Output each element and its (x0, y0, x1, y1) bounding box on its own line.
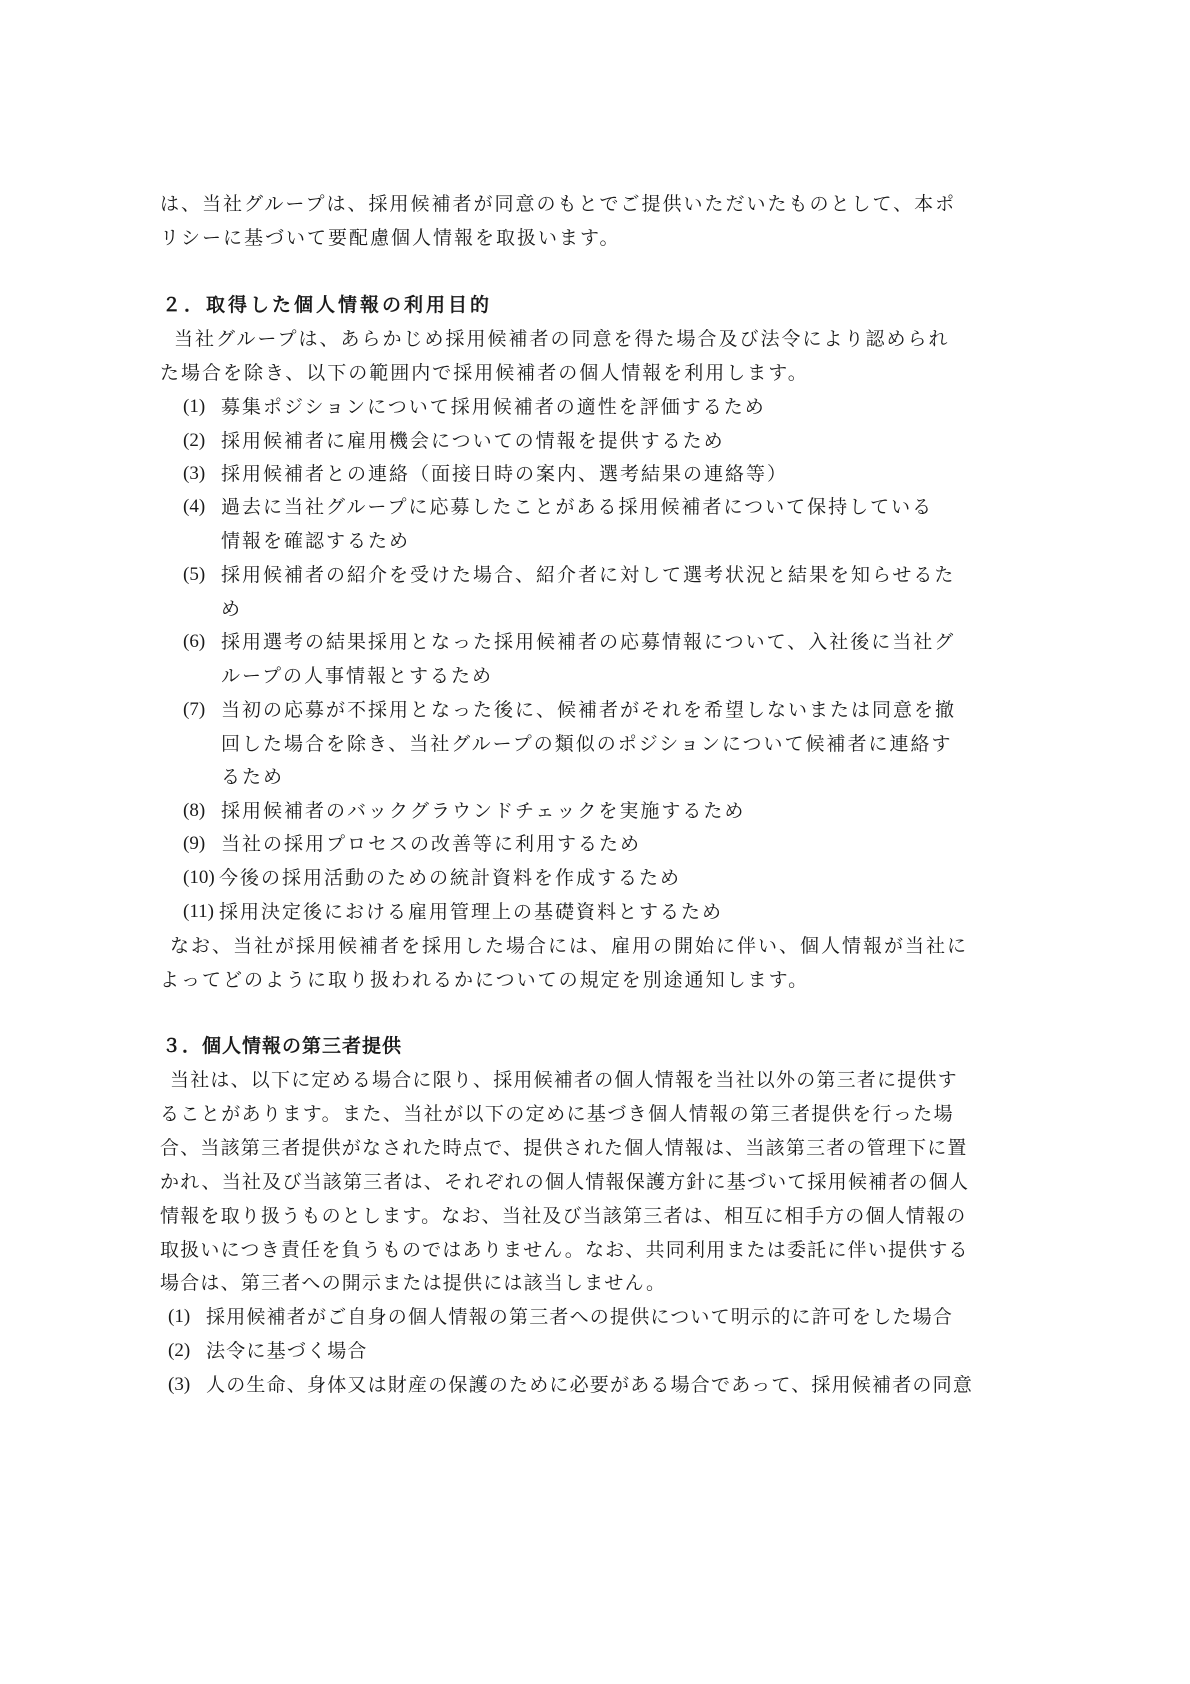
list-item-text-continued: 情報を確認するため (221, 530, 411, 552)
section-2-heading: ２．取得した個人情報の利用目的 (162, 294, 493, 316)
section-3-paragraph-line-3: 合、当該第三者提供がなされた時点で、提供された個人情報は、当該第三者の管理下に置 (160, 1137, 968, 1159)
list-item-text: 当社の採用プロセスの改善等に利用するため (221, 833, 642, 855)
section-3-paragraph-line-7: 場合は、第三者への開示または提供には該当しません。 (160, 1272, 667, 1294)
list-item-text: 採用選考の結果採用となった採用候補者の応募情報について、入社後に当社グ (221, 631, 956, 653)
list-item-number: (8) (183, 800, 206, 821)
list-item-text-continued: め (221, 598, 243, 620)
list-item-number: (11) (183, 901, 214, 922)
section-2-note-line-2: よってどのように取り扱われるかについての規定を別途通知します。 (160, 969, 810, 991)
intro-line-2: リシーに基づいて要配慮個人情報を取扱います。 (160, 227, 621, 249)
section-3-heading: ３．個人情報の第三者提供 (162, 1035, 403, 1057)
list-item-text: 採用候補者との連絡（面接日時の案内、選考結果の連絡等） (221, 463, 789, 485)
section-3-paragraph-line-6: 取扱いにつき責任を負うものではありません。なお、共同利用または委託に伴い提供する (160, 1239, 969, 1261)
section-2-paragraph-line-1: 当社グループは、あらかじめ採用候補者の同意を得た場合及び法令により認められ (174, 328, 950, 350)
list-item-number: (4) (183, 496, 206, 517)
list-item-number: (3) (183, 463, 206, 484)
list-item-text: 法令に基づく場合 (206, 1340, 368, 1362)
list-item-number: (3) (168, 1374, 191, 1395)
list-item-number: (10) (183, 867, 215, 888)
list-item-number: (1) (168, 1306, 191, 1327)
section-2-note-line-1: なお、当社が採用候補者を採用した場合には、雇用の開始に伴い、個人情報が当社に (170, 935, 969, 957)
list-item-text: 採用決定後における雇用管理上の基礎資料とするため (219, 901, 724, 923)
list-item-number: (6) (183, 631, 206, 652)
list-item-text-continued: ループの人事情報とするため (221, 665, 494, 687)
section-2-paragraph-line-2: た場合を除き、以下の範囲内で採用候補者の個人情報を利用します。 (160, 362, 809, 384)
list-item-number: (7) (183, 699, 206, 720)
section-3-paragraph-line-5: 情報を取り扱うものとします。なお、当社及び当該第三者は、相互に相手方の個人情報の (160, 1205, 967, 1227)
list-item-text: 採用候補者のバックグラウンドチェックを実施するため (221, 800, 746, 822)
list-item-text: 人の生命、身体又は財産の保護のために必要がある場合であって、採用候補者の同意 (206, 1374, 974, 1396)
list-item-number: (2) (183, 430, 206, 451)
list-item-text: 採用候補者の紹介を受けた場合、紹介者に対して選考状況と結果を知らせるた (221, 564, 956, 586)
list-item-text: 当初の応募が不採用となった後に、候補者がそれを希望しないまたは同意を撤 (221, 699, 957, 721)
list-item-text: 過去に当社グループに応募したことがある採用候補者について保持している (221, 496, 934, 518)
list-item-number: (1) (183, 396, 206, 417)
list-item-text: 採用候補者がご自身の個人情報の第三者への提供について明示的に許可をした場合 (206, 1306, 954, 1328)
list-item-text: 募集ポジションについて採用候補者の適性を評価するため (221, 396, 766, 418)
list-item-number: (5) (183, 564, 206, 585)
list-item-text: 採用候補者に雇用機会についての情報を提供するため (221, 430, 725, 452)
intro-line-1: は、当社グループは、採用候補者が同意のもとでご提供いただいたものとして、本ポ (160, 193, 957, 215)
section-3-paragraph-line-2: ることがあります。また、当社が以下の定めに基づき個人情報の第三者提供を行った場 (160, 1103, 955, 1125)
section-3-paragraph-line-1: 当社は、以下に定める場合に限り、採用候補者の個人情報を当社以外の第三者に提供す (170, 1069, 958, 1091)
list-item-text-continued: 回した場合を除き、当社グループの類似のポジションについて候補者に連絡す (221, 733, 953, 755)
list-item-number: (9) (183, 833, 206, 854)
section-3-paragraph-line-4: かれ、当社及び当該第三者は、それぞれの個人情報保護方針に基づいて採用候補者の個人 (160, 1171, 970, 1193)
list-item-text-continued: るため (221, 766, 285, 788)
list-item-text: 今後の採用活動のための統計資料を作成するため (219, 867, 682, 889)
list-item-number: (2) (168, 1340, 191, 1361)
